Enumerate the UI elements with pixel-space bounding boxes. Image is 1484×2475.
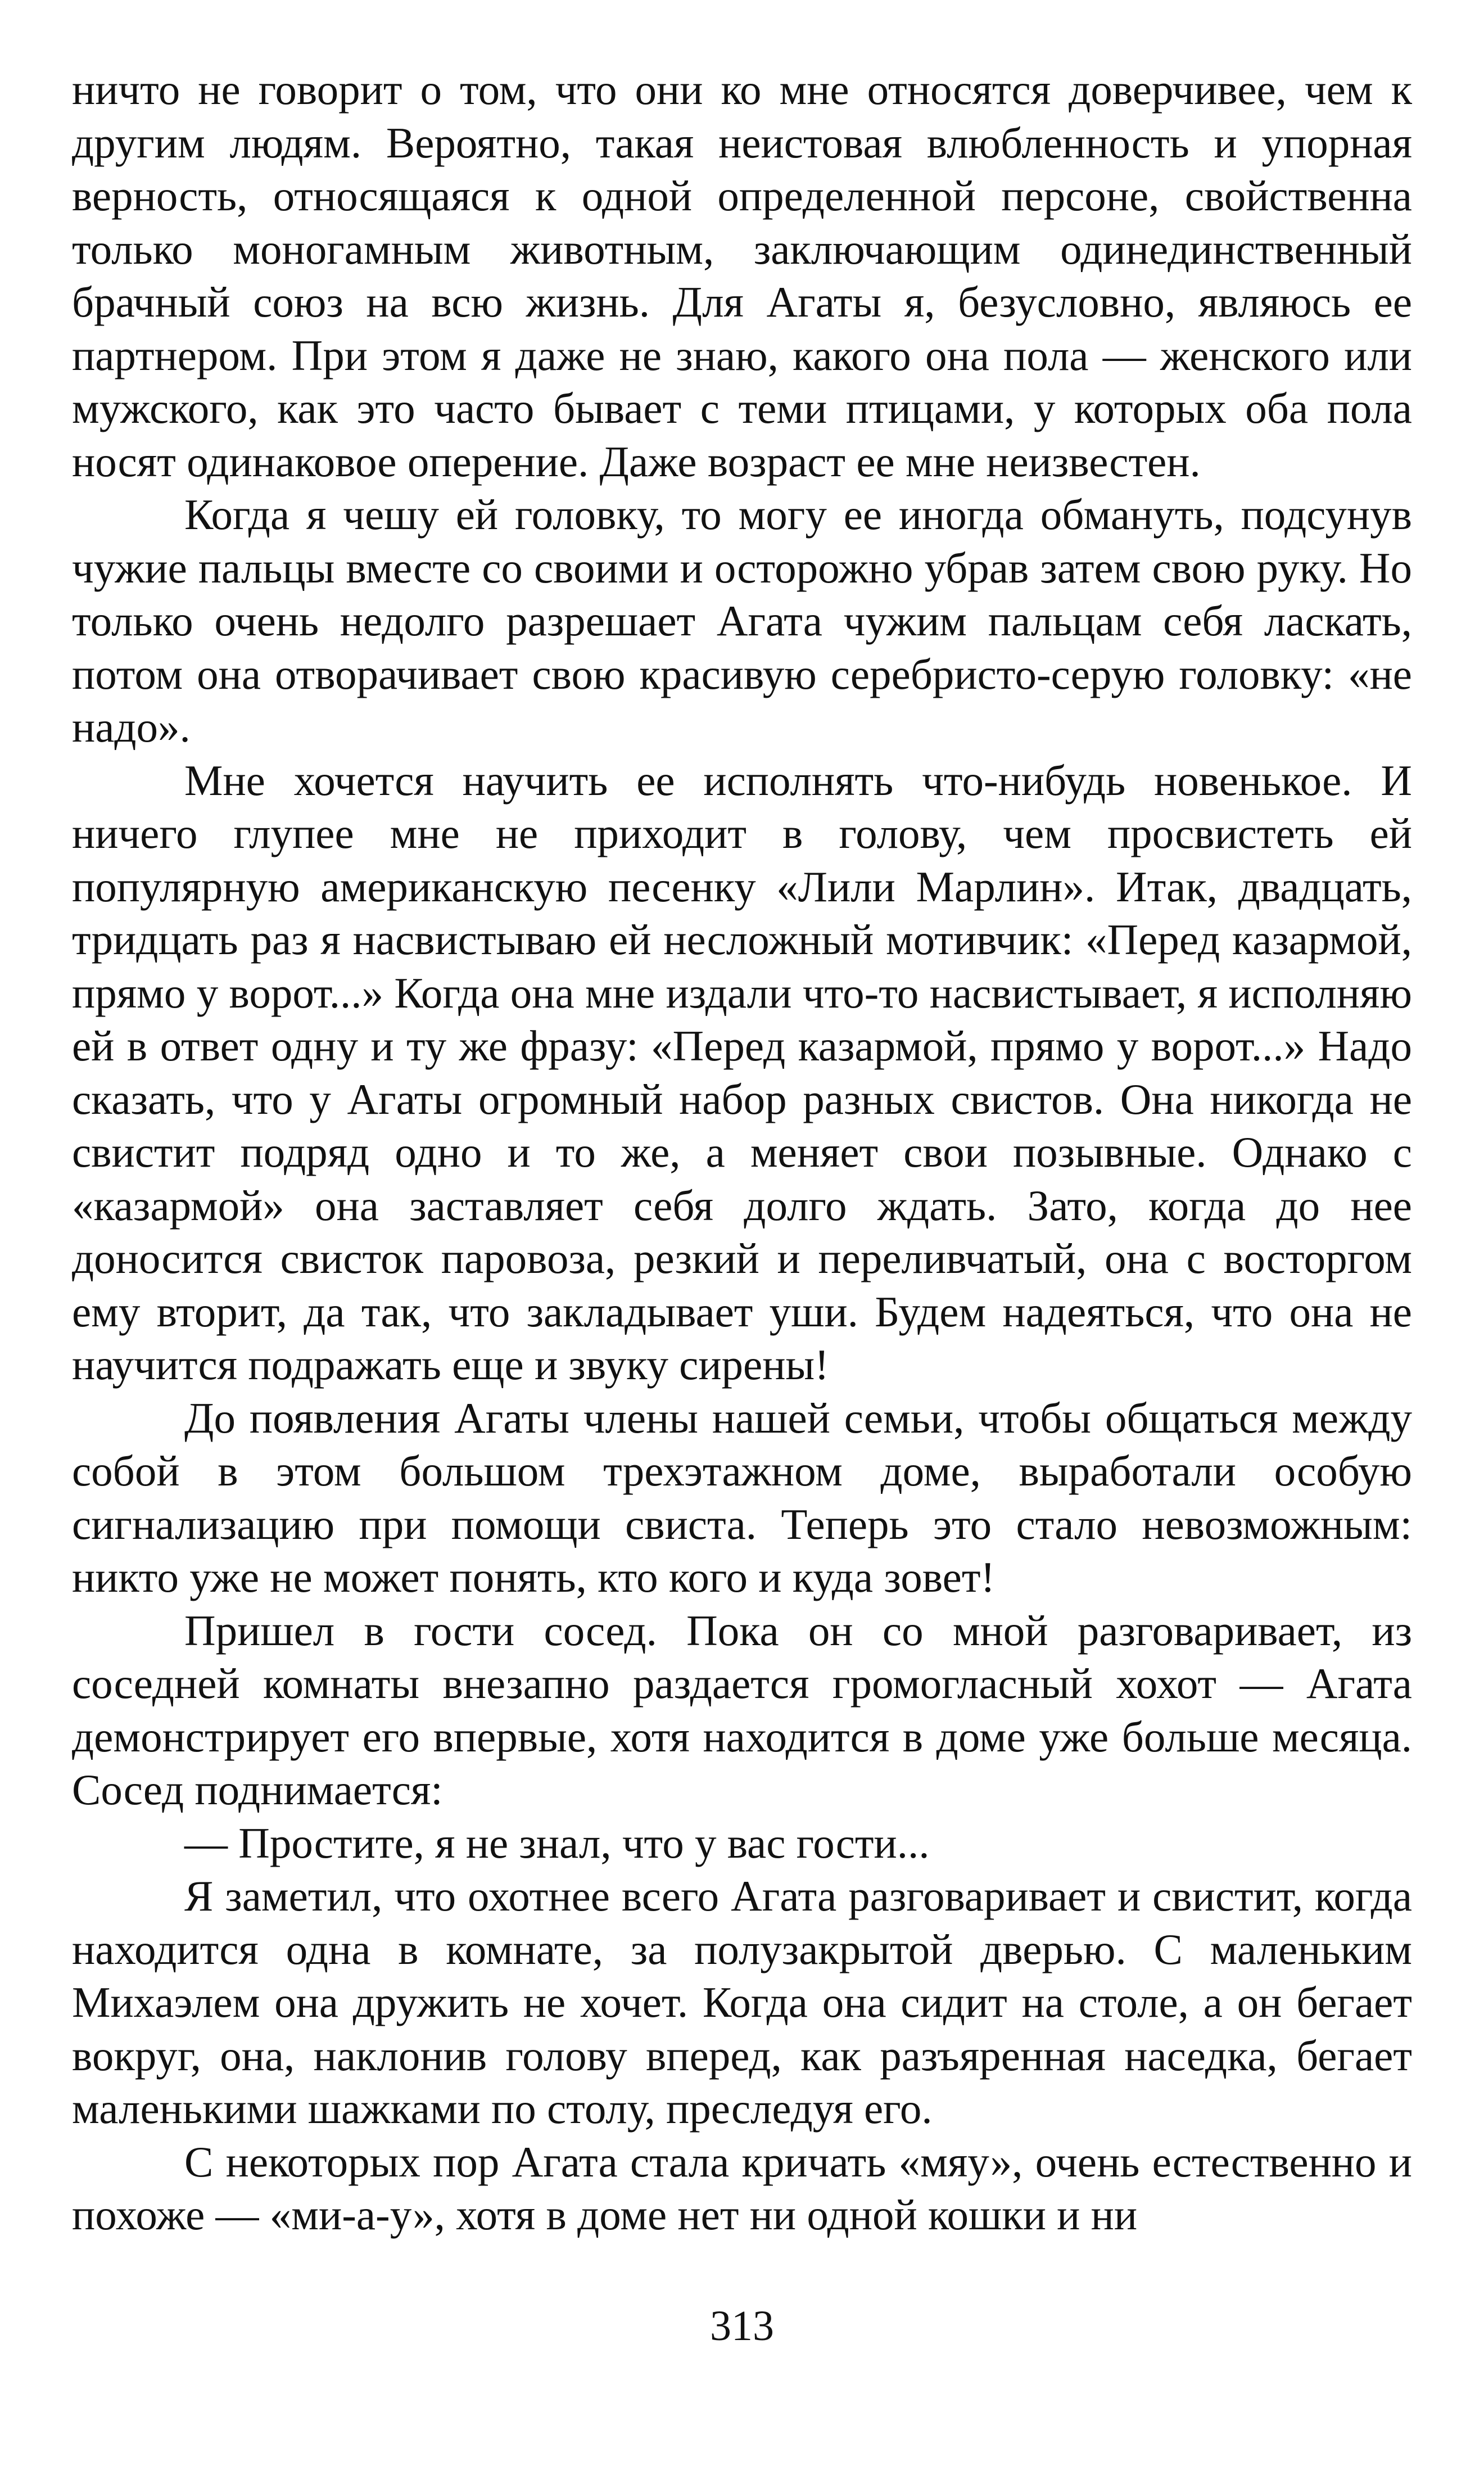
paragraph-1: ничто не говорит о том, что они ко мне относятся доверчивее, чем к другим людям. Вероятно, такая неистовая влюбленность и упорная верность, относящаяся к одной определенной персоне, свойственна только моногамным животным, заключающим одинединственный брачный союз на всю жизнь. Для Агаты я, безусловно, являюсь ее партнером. При этом я даже не знаю, какого она пола — женского или мужского, как это часто бывает с теми птицами, у которых оба пола носят одинаковое оперение. Даже возраст ее мне неизвестен. (72, 65, 1412, 486)
paragraph-2: Когда я чешу ей головку, то могу ее иногда обмануть, подсунув чужие пальцы вместе со своими и осторожно убрав затем свою руку. Но только очень недолго разрешает Агата чужим пальцам себя ласкать, потом она отворачивает свою красивую серебристо-серую головку: «не надо». (72, 490, 1412, 751)
page-number: 313 (710, 2302, 774, 2350)
paragraph-4: До появления Агаты члены нашей семьи, чтобы общаться между собой в этом большом трехэтажном доме, выработали особую сигнализацию при помощи свиста. Теперь это стало невозможным: никто уже не может понять, кто кого и куда зовет! (72, 1393, 1412, 1601)
book-page (72, 63, 1412, 2413)
paragraph-5: Пришел в гости сосед. Пока он со мной разговаривает, из соседней комнаты внезапно раздается громогласный хохот — Агата демонстрирует его впервые, хотя находится в доме уже больше месяца. Сосед поднимается: (72, 1606, 1412, 1814)
body-text (72, 63, 1412, 2242)
paragraph-7: Я заметил, что охотнее всего Агата разговаривает и свистит, когда находится одна в комнате, за полузакрытой дверью. С маленьким Михаэлем она дружить не хочет. Когда она сидит на столе, а он бегает вокруг, она, наклонив голову вперед, как разъяренная наседка, бегает маленькими шажками по столу, преследуя его. (72, 1872, 1412, 2133)
paragraph-6: — Простите, я не знал, что у вас гости... (184, 1818, 930, 1867)
paragraph-8: С некоторых пор Агата стала кричать «мяу», очень естественно и похоже — «ми-а-у», хотя в доме нет ни одной кошки и ни (72, 2137, 1412, 2239)
paragraph-3: Мне хочется научить ее исполнять что-нибудь новенькое. И ничего глупее мне не приходит в голову, чем просвистеть ей популярную американскую песенку «Лили Марлин». Итак, двадцать, тридцать раз я насвистываю ей несложный мотивчик: «Перед казармой, прямо у ворот...» Когда она мне издали что-то насвистывает, я исполняю ей в ответ одну и ту же фразу: «Перед казармой, прямо у ворот...» Надо сказать, что у Агаты огромный набор разных свистов. Она никогда не свистит подряд одно и то же, а меняет свои позывные. Однако с «казармой» она заставляет себя долго ждать. Зато, когда до нее доносится свисток паровоза, резкий и переливчатый, она с восторгом ему вторит, да так, что закладывает уши. Будем надеяться, что она не научится подражать еще и звуку сирены! (72, 756, 1412, 1389)
